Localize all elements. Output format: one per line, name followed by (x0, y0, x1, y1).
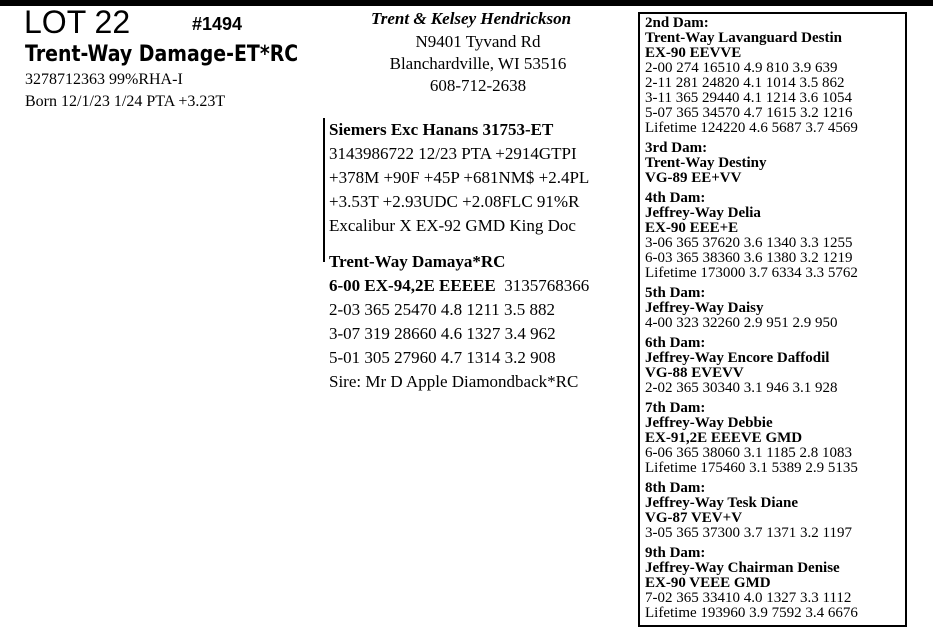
pedigree-list (645, 16, 903, 621)
ancestor-name: Jeffrey-Way Encore Daffodil (645, 350, 830, 366)
ancestor-classification: VG-89 EE+VV (645, 170, 742, 186)
ancestor-generation: 8th Dam: (645, 480, 706, 496)
lot-number: #1494 (192, 14, 243, 34)
ancestor-generation: 3rd Dam: (645, 140, 708, 156)
ancestor-classification: EX-91,2E EEEVE GMD (645, 430, 803, 446)
ancestor-classification: VG-88 EVEVV (645, 365, 744, 381)
ancestor-dam-block (645, 286, 903, 331)
ancestor-record: 6-06 365 38060 3.1 1185 2.8 1083 (645, 445, 852, 461)
ancestor-record: 7-02 365 33410 4.0 1327 3.3 1112 (645, 590, 852, 606)
ancestor-name: Jeffrey-Way Chairman Denise (645, 560, 840, 576)
ancestor-name: Jeffrey-Way Daisy (645, 300, 764, 316)
dam-record: 5-01 305 27960 4.7 1314 3.2 908 (329, 348, 556, 367)
sire-name: Siemers Exc Hanans 31753-ET (329, 120, 554, 139)
ancestor-name: Jeffrey-Way Delia (645, 205, 761, 221)
pedigree-box (638, 12, 907, 627)
ancestor-dam-block (645, 481, 903, 541)
consignor-name: Trent & Kelsey Hendrickson (371, 9, 572, 28)
sire-line: Excalibur X EX-92 GMD King Doc (329, 216, 576, 235)
ancestor-name: Trent-Way Destiny (645, 155, 767, 171)
sire-line: +378M +90F +45P +681NM$ +2.4PL (329, 168, 590, 187)
ancestor-record: Lifetime 193960 3.9 7592 3.4 6676 (645, 605, 858, 621)
consignor-address1: N9401 Tyvand Rd (415, 32, 541, 51)
sire-section (329, 118, 589, 238)
ancestor-record: 5-07 365 34570 4.7 1615 3.2 1216 (645, 105, 853, 121)
dam-record: 2-03 365 25470 4.8 1211 3.5 882 (329, 300, 556, 319)
sire-line: 3143986722 12/23 PTA +2914GTPI (329, 144, 577, 163)
dam-reg-number: 3135768366 (504, 276, 590, 295)
ancestor-classification: VG-87 VEV+V (645, 510, 743, 526)
registration-line: 3278712363 99%RHA-I (25, 71, 183, 88)
ancestor-name: Jeffrey-Way Tesk Diane (645, 495, 799, 511)
ancestor-dam-block (645, 336, 903, 396)
consignor-phone: 608-712-2638 (429, 76, 527, 95)
ancestor-generation: 9th Dam: (645, 545, 706, 561)
ancestor-record: 3-06 365 37620 3.6 1340 3.3 1255 (645, 235, 853, 251)
dam-section (329, 250, 589, 394)
born-line: Born 12/1/23 1/24 PTA +3.23T (25, 93, 226, 110)
ancestor-generation: 5th Dam: (645, 285, 706, 301)
ancestor-generation: 7th Dam: (645, 400, 706, 416)
dam-name: Trent-Way Damaya*RC (329, 252, 506, 271)
dam-classification: 6-00 EX-94,2E EEEEE (329, 276, 496, 295)
animal-name: Trent-Way Damage-ET*RC (25, 42, 299, 67)
ancestor-generation: 2nd Dam: (645, 15, 709, 31)
ancestor-generation: 6th Dam: (645, 335, 706, 351)
ancestor-name: Jeffrey-Way Debbie (645, 415, 773, 431)
ancestor-record: 2-02 365 30340 3.1 946 3.1 928 (645, 380, 838, 396)
lot-label: LOT 22 (24, 4, 131, 40)
ancestor-record: Lifetime 175460 3.1 5389 2.9 5135 (645, 460, 858, 476)
ancestor-record: 2-00 274 16510 4.9 810 3.9 639 (645, 60, 838, 76)
sire-line: +3.53T +2.93UDC +2.08FLC 91%R (329, 192, 580, 211)
ancestor-dam-block (645, 191, 903, 281)
ancestor-record: Lifetime 124220 4.6 5687 3.7 4569 (645, 120, 858, 136)
ancestor-record: 6-03 365 38360 3.6 1380 3.2 1219 (645, 250, 853, 266)
ancestor-classification: EX-90 EEVVE (645, 45, 742, 61)
ancestor-dam-block (645, 546, 903, 621)
consignor-address2: Blanchardville, WI 53516 (389, 54, 567, 73)
ancestor-generation: 4th Dam: (645, 190, 706, 206)
ancestor-record: 3-11 365 29440 4.1 1214 3.6 1054 (645, 90, 852, 106)
dam-sire-line: Sire: Mr D Apple Diamondback*RC (329, 372, 579, 391)
top-rule (0, 0, 933, 6)
ancestor-classification: EX-90 VEEE GMD (645, 575, 771, 591)
ancestor-dam-block (645, 16, 903, 136)
ancestor-record: Lifetime 173000 3.7 6334 3.3 5762 (645, 265, 858, 281)
ancestor-dam-block (645, 401, 903, 476)
ancestor-classification: EX-90 EEE+E (645, 220, 739, 236)
ancestor-name: Trent-Way Lavanguard Destin (645, 30, 842, 46)
ancestor-record: 4-00 323 32260 2.9 951 2.9 950 (645, 315, 838, 331)
ancestor-dam-block (645, 141, 903, 186)
ancestor-record: 2-11 281 24820 4.1 1014 3.5 862 (645, 75, 845, 91)
ancestor-record: 3-05 365 37300 3.7 1371 3.2 1197 (645, 525, 852, 541)
dam-record: 3-07 319 28660 4.6 1327 3.4 962 (329, 324, 556, 343)
